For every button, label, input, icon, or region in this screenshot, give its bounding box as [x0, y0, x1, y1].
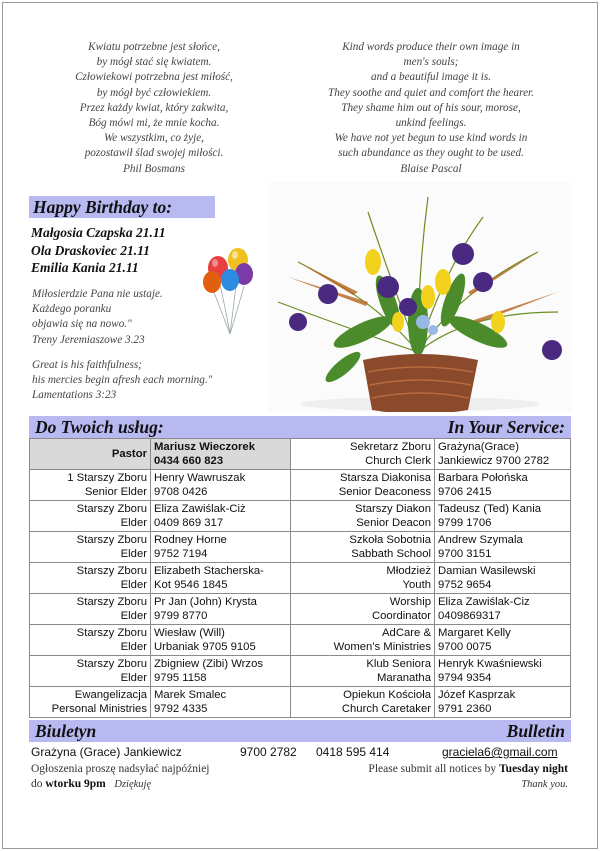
- birthday-list: [31, 224, 166, 277]
- role-cell-line: Elder: [120, 610, 147, 622]
- person-cell: [151, 501, 291, 532]
- quote-polish: [34, 40, 274, 177]
- role-cell-line: Starsza Diakonisa: [339, 472, 431, 484]
- role-cell: [30, 625, 151, 656]
- role-cell-line: Women's Ministries: [333, 641, 431, 653]
- role-cell-line: Elder: [120, 672, 147, 684]
- person-cell-line: Rodney Horne: [154, 534, 227, 546]
- balloons-icon: [200, 246, 262, 338]
- role-cell: [30, 656, 151, 687]
- person-cell-line: Eliza Zawiślak-Ciż: [154, 503, 246, 515]
- notice-polish: [31, 762, 210, 792]
- role-cell-line: Starszy Zboru: [76, 658, 147, 670]
- quote-line: such abundance as they ought to be used.: [338, 147, 524, 160]
- person-cell-line: Andrew Szymala: [438, 534, 523, 546]
- person-cell-line: Marek Smalec: [154, 689, 227, 701]
- person-cell-line: 9708 0426: [154, 486, 208, 498]
- role-cell: [30, 532, 151, 563]
- person-cell: [435, 501, 571, 532]
- bulletin-contact-name: Grażyna (Grace) Jankiewicz: [31, 745, 182, 759]
- quote-line: They shame him out of his sour, morose,: [341, 101, 521, 114]
- person-cell-line: 0409 869 317: [154, 517, 224, 529]
- person-cell-line: Grażyna(Grace): [438, 441, 519, 453]
- role-cell: [291, 470, 435, 501]
- role-cell-line: Młodzież: [386, 565, 431, 577]
- role-cell-line: Szkoła Sobotnia: [349, 534, 431, 546]
- role-cell-line: Senior Deacon: [356, 517, 431, 529]
- person-cell: [151, 687, 291, 718]
- role-cell-line: Ewangelizacja: [74, 689, 147, 701]
- person-cell-line: Zbigniew (Zibi) Wrzos: [154, 658, 264, 670]
- role-cell: [291, 687, 435, 718]
- service-heading-pl: Do Twoich usług:: [35, 417, 164, 437]
- birthday-name: Małgosia Czapska 21.11: [31, 225, 166, 240]
- quote-line: We wszystkim, co żyje,: [104, 132, 204, 145]
- role-cell: [30, 563, 151, 594]
- person-cell: [151, 656, 291, 687]
- quote-line: Kind words produce their own image in: [342, 41, 520, 53]
- person-cell-line: Damian Wasilewski: [438, 565, 536, 577]
- person-cell-line: 9752 7194: [154, 548, 208, 560]
- person-cell-line: Jankiewicz 9700 2782: [438, 455, 550, 467]
- role-cell: [291, 656, 435, 687]
- quote-line: by mógł być człowiekiem.: [96, 86, 212, 99]
- notice-line: [368, 762, 568, 777]
- quote-line: We have not yet begun to use kind words in: [334, 132, 528, 145]
- person-cell-line: 9799 8770: [154, 610, 208, 622]
- bulletin-heading-pl: Biuletyn: [35, 721, 97, 741]
- verse-line: Miłosierdzie Pana nie ustaje.: [32, 288, 163, 300]
- person-cell-line: Józef Kasprzak: [438, 689, 516, 701]
- person-cell-line: Elizabeth Stacherska-: [154, 565, 264, 577]
- person-cell-line: 9799 1706: [438, 517, 492, 529]
- person-cell-line: 9791 2360: [438, 703, 492, 715]
- verse-reference: Lamentations 3:23: [32, 389, 117, 402]
- role-cell-line: 1 Starszy Zboru: [67, 472, 147, 484]
- quote-line: men's souls;: [403, 56, 459, 69]
- role-cell-line: Elder: [120, 548, 147, 560]
- role-cell-line: AdCare &: [382, 627, 431, 639]
- bulletin-phone: 9700 2782: [240, 745, 297, 759]
- table-row: [30, 687, 571, 718]
- quote-author: Blaise Pascal: [400, 162, 462, 175]
- person-cell: [151, 625, 291, 656]
- service-heading-en: In Your Service:: [447, 417, 565, 437]
- role-cell: [291, 563, 435, 594]
- role-cell-line: Church Caretaker: [341, 703, 431, 715]
- role-cell-line: Worship: [389, 596, 431, 608]
- notice-text: Please submit all notices by: [368, 763, 497, 775]
- verse-polish: [32, 287, 163, 348]
- role-cell: [291, 501, 435, 532]
- role-cell-line: Youth: [402, 579, 431, 591]
- person-cell: [435, 625, 571, 656]
- role-cell: [30, 470, 151, 501]
- role-cell: [30, 439, 151, 470]
- person-cell-line: 9792 4335: [154, 703, 208, 715]
- bulletin-email-link[interactable]: graciela6@gmail.com: [442, 745, 558, 759]
- person-cell-line: 9706 2415: [438, 486, 492, 498]
- person-cell: [435, 656, 571, 687]
- quote-line: Przez każdy kwiat, który zakwita,: [79, 101, 229, 114]
- quote-line: They soothe and quiet and comfort the hearer.: [328, 86, 534, 99]
- notice-thanks: Dziękuję: [114, 778, 152, 790]
- person-cell-line: 9752 9654: [438, 579, 492, 591]
- table-row: [30, 625, 571, 656]
- role-cell-line: Opiekun Kościoła: [343, 689, 431, 701]
- role-cell-line: Starszy Zboru: [76, 565, 147, 577]
- person-cell: [435, 439, 571, 470]
- verse-line: his mercies begin afresh each morning.": [32, 374, 213, 387]
- person-cell: [435, 532, 571, 563]
- role-cell-line: Starszy Zboru: [76, 534, 147, 546]
- person-cell-line: Wiesław (Will): [154, 627, 225, 639]
- person-cell: [151, 532, 291, 563]
- table-row: [30, 439, 571, 470]
- role-cell-line: Starszy Zboru: [76, 596, 147, 608]
- birthday-name: Emilia Kania 21.11: [31, 260, 139, 275]
- verse-reference: Treny Jeremiaszowe 3.23: [32, 333, 145, 346]
- notice-deadline: Tuesday night: [499, 763, 568, 775]
- role-cell-line: Church Clerk: [365, 455, 431, 467]
- person-cell-line: 0434 660 823: [154, 455, 224, 467]
- person-cell: [151, 439, 291, 470]
- person-cell: [435, 470, 571, 501]
- notice-deadline: wtorku 9pm: [45, 777, 106, 790]
- person-cell-line: Henryk Kwaśniewski: [438, 658, 542, 670]
- table-row: [30, 501, 571, 532]
- person-cell-line: Urbaniak 9705 9105: [154, 641, 256, 653]
- flower-basket-image: [268, 182, 572, 412]
- role-cell-line: Maranatha: [376, 672, 431, 684]
- verse-line: Great is his faithfulness;: [32, 359, 142, 371]
- role-cell: [291, 532, 435, 563]
- birthday-heading: Happy Birthday to:: [29, 196, 215, 218]
- role-cell-line: Pastor: [111, 448, 147, 460]
- person-cell-line: Margaret Kelly: [438, 627, 511, 639]
- quote-author: Phil Bosmans: [123, 162, 185, 175]
- role-cell-line: Senior Deaconess: [338, 486, 431, 498]
- person-cell-line: 9794 9354: [438, 672, 492, 684]
- role-cell: [291, 594, 435, 625]
- service-table: [29, 438, 571, 718]
- notice-text: do: [31, 777, 43, 790]
- notice-english: [368, 762, 568, 792]
- person-cell: [151, 594, 291, 625]
- notice-line: [368, 777, 568, 793]
- table-row: [30, 656, 571, 687]
- verse-english: [32, 358, 212, 404]
- quote-line: Kwiatu potrzebne jest słońce,: [88, 41, 220, 53]
- person-cell: [151, 563, 291, 594]
- quote-line: pozostawił ślad swojej miłości.: [84, 147, 224, 160]
- person-cell-line: Tadeusz (Ted) Kania: [438, 503, 541, 515]
- person-cell-line: Eliza Zawiślak-Ciz: [438, 596, 530, 608]
- bulletin-heading-en: Bulletin: [506, 721, 565, 741]
- person-cell-line: Mariusz Wieczorek: [154, 441, 255, 453]
- quote-line: and a beautiful image it is.: [371, 71, 491, 84]
- role-cell-line: Senior Elder: [84, 486, 147, 498]
- person-cell-line: 9795 1158: [154, 672, 207, 684]
- birthday-name: Ola Draskoviec 21.11: [31, 242, 150, 258]
- person-cell-line: Kot 9546 1845: [154, 579, 228, 591]
- role-cell-line: Klub Seniora: [366, 658, 431, 670]
- quote-line: unkind feelings.: [395, 117, 467, 130]
- role-cell-line: Sabbath School: [351, 548, 431, 560]
- quote-english: [298, 40, 564, 177]
- bulletin-heading: [29, 720, 571, 742]
- verse-line: objawia się na nowo.": [32, 318, 132, 331]
- role-cell: [291, 439, 435, 470]
- person-cell-line: Barbara Połońska: [438, 472, 528, 484]
- service-heading: [29, 416, 571, 438]
- person-cell-line: Henry Wawruszak: [154, 472, 246, 484]
- table-row: [30, 470, 571, 501]
- person-cell: [435, 687, 571, 718]
- table-row: [30, 563, 571, 594]
- role-cell: [291, 625, 435, 656]
- role-cell: [30, 687, 151, 718]
- quote-line: Człowiekowi potrzebna jest miłość,: [75, 71, 233, 84]
- notice-line: Ogłoszenia proszę nadsyłać najpóźniej: [31, 763, 210, 775]
- role-cell-line: Starszy Diakon: [355, 503, 431, 515]
- role-cell-line: Personal Ministries: [51, 703, 147, 715]
- quote-line: Bóg mówi mi, że mnie kocha.: [88, 117, 220, 130]
- table-row: [30, 594, 571, 625]
- quote-line: by mógł stać się kwiatem.: [96, 56, 212, 69]
- role-cell-line: Sekretarz Zboru: [350, 441, 431, 453]
- role-cell-line: Starszy Zboru: [76, 503, 147, 515]
- role-cell: [30, 594, 151, 625]
- role-cell-line: Elder: [120, 517, 147, 529]
- person-cell: [435, 594, 571, 625]
- person-cell: [151, 470, 291, 501]
- role-cell-line: Elder: [120, 641, 147, 653]
- person-cell: [435, 563, 571, 594]
- bulletin-mobile: 0418 595 414: [316, 745, 390, 759]
- notice-line: [31, 777, 210, 793]
- notice-thanks: Thank you.: [521, 778, 568, 790]
- role-cell-line: Elder: [120, 579, 147, 591]
- person-cell-line: 9700 3151: [438, 548, 492, 560]
- role-cell-line: Coordinator: [371, 610, 431, 622]
- person-cell-line: 9700 0075: [438, 641, 492, 653]
- table-row: [30, 532, 571, 563]
- person-cell-line: Pr Jan (John) Krysta: [154, 596, 257, 608]
- role-cell-line: Starszy Zboru: [76, 627, 147, 639]
- role-cell: [30, 501, 151, 532]
- person-cell-line: 0409869317: [438, 610, 501, 622]
- verse-line: Każdego poranku: [32, 303, 112, 316]
